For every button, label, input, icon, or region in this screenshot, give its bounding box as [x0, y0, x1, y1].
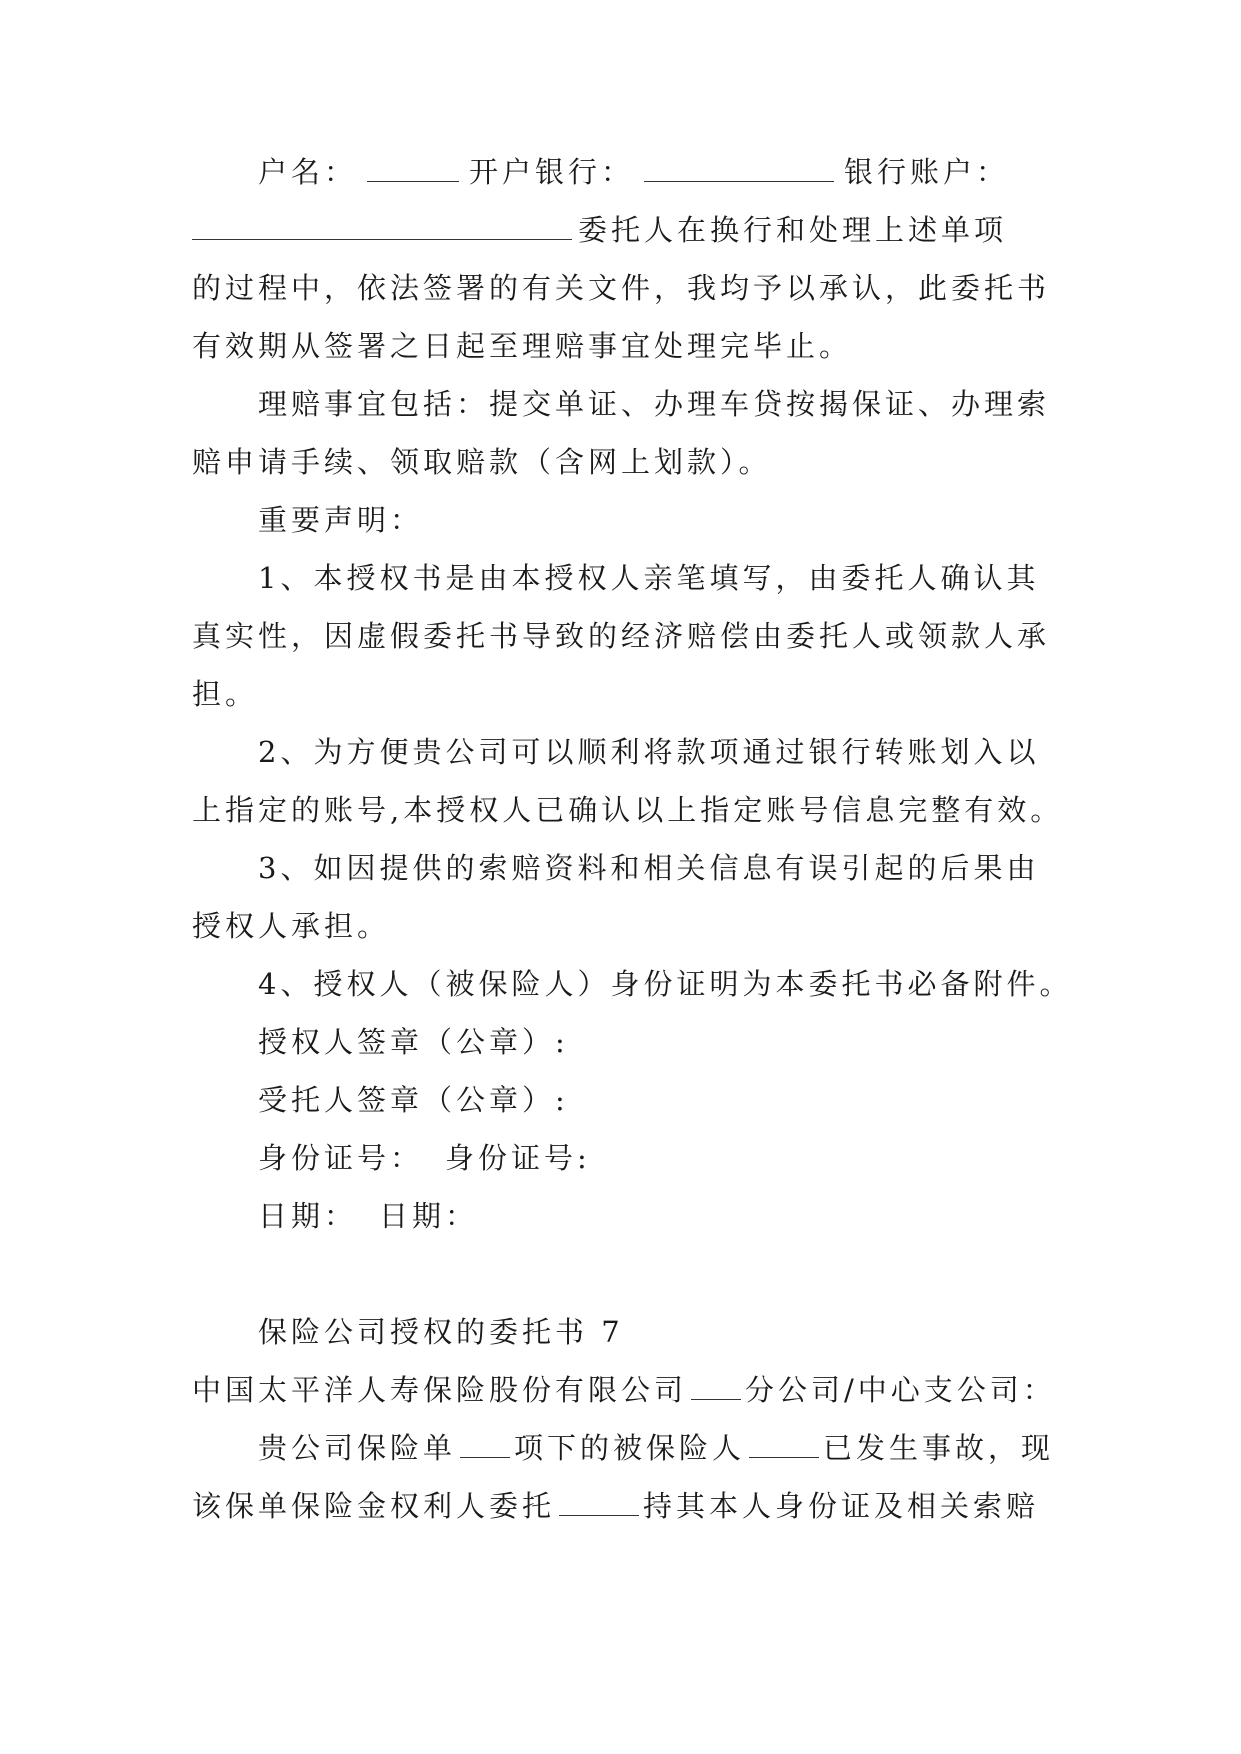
p1-line1-text: 委托人在换行和处理上述单项	[578, 213, 1008, 247]
declaration-3-line1: 3、如因提供的索赔资料和相关信息有误引起的后果由	[258, 851, 1040, 885]
p1-line3: 有效期从签署之日起至理赔事宜处理完毕止。	[192, 329, 853, 363]
addressee-line	[0, 1370, 1241, 1410]
policy-number-blank	[460, 1431, 510, 1458]
grantor-seal-label: 授权人签章（公章）:	[258, 1025, 569, 1059]
date-label-2: 日期：	[379, 1199, 479, 1233]
date-line	[0, 1196, 1241, 1236]
section7-body-line2	[0, 1486, 1241, 1526]
bank-blank	[644, 155, 834, 182]
body-text-c: 已发生事故，现	[823, 1431, 1055, 1465]
p1-line2: 的过程中，依法签署的有关文件，我均予以承认，此委托书	[192, 271, 1051, 305]
body-text-b: 项下的被保险人	[514, 1431, 746, 1465]
declaration-title: 重要声明：	[258, 503, 424, 537]
id-number-line	[0, 1138, 1241, 1178]
agent-name-blank	[559, 1489, 639, 1516]
section-title: 保险公司授权的委托书 7	[258, 1315, 624, 1349]
section7-body-line1	[0, 1428, 1241, 1468]
declaration-3-line2: 授权人承担。	[192, 909, 391, 943]
account-name-blank	[367, 155, 459, 182]
p2-line1: 理赔事宜包括：提交单证、办理车贷按揭保证、办理索	[258, 387, 1051, 421]
declaration-1-line1: 1、本授权书是由本授权人亲笔填写，由委托人确认其	[258, 561, 1040, 595]
body-text-a: 贵公司保险单	[258, 1431, 457, 1465]
bank-account-label: 银行账户：	[844, 155, 1010, 189]
id-number-label-2: 身份证号:	[445, 1141, 591, 1175]
insured-name-blank	[749, 1431, 819, 1458]
bank-account-blank	[192, 213, 572, 240]
body-text-e: 持其本人身份证及相关索赔	[643, 1489, 1040, 1523]
addressee-branch: 分公司/中心支公司：	[745, 1373, 1056, 1407]
agent-seal-label: 受托人签章（公章）:	[258, 1083, 569, 1117]
addressee-company: 中国太平洋人寿保险股份有限公司	[192, 1373, 688, 1407]
declaration-1-line3: 担。	[192, 677, 259, 711]
declaration-4-line1: 4、授权人（被保险人）身份证明为本委托书必备附件。	[258, 967, 1073, 1001]
account-info-line	[0, 152, 1241, 192]
id-number-label-1: 身份证号：	[258, 1141, 424, 1175]
branch-blank	[691, 1373, 741, 1400]
account-name-label: 户名：	[258, 155, 358, 189]
paragraph-line	[0, 210, 1241, 250]
declaration-1-line2: 真实性，因虚假委托书导致的经济赔偿由委托人或领款人承	[192, 619, 1051, 653]
declaration-2-line1: 2、为方便贵公司可以顺利将款项通过银行转账划入以	[258, 735, 1040, 769]
body-text-d: 该保单保险金权利人委托	[192, 1489, 556, 1523]
declaration-2-line2: 上指定的账号,本授权人已确认以上指定账号信息完整有效。	[192, 793, 1064, 827]
bank-label: 开户银行：	[469, 155, 635, 189]
p2-line2: 赔申请手续、领取赔款（含网上划款）。	[192, 445, 772, 479]
date-label-1: 日期：	[258, 1199, 358, 1233]
